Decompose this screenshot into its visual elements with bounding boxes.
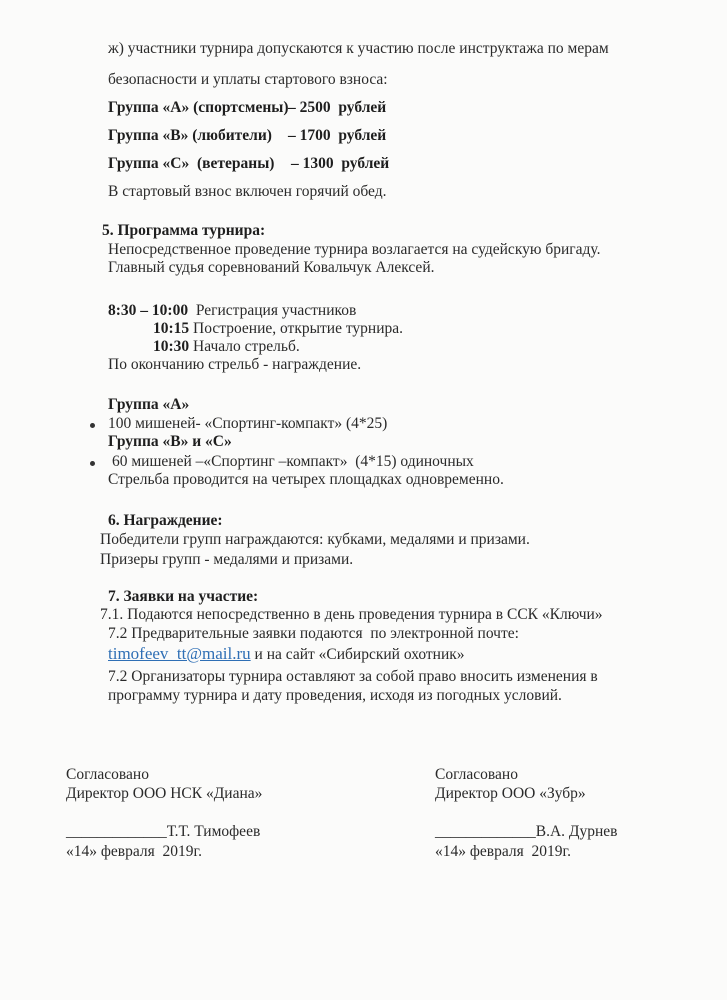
fee-group-a-label: Группа «А» (спортсмены): [108, 99, 289, 116]
fee-group-c-price: – 1300 рублей: [291, 155, 390, 172]
fee-group-a-price: – 2500 рублей: [288, 99, 387, 116]
applications-item2: 7.2 Предварительные заявки подаются по электронной почте:: [108, 625, 519, 642]
program-after: По окончанию стрельб - награждение.: [108, 356, 362, 373]
schedule-time: 8:30 – 10:00: [108, 302, 189, 319]
right-title: Директор ООО «Зубр»: [435, 785, 586, 802]
group-a-heading: Группа «А»: [108, 396, 190, 413]
applications-heading: 7. Заявки на участие:: [108, 588, 259, 605]
schedule-event: Построение, открытие турнира.: [193, 320, 404, 337]
fee-group-c-label: Группа «С» (ветераны): [108, 155, 275, 172]
right-signline: _____________В.А. Дурнев: [435, 823, 618, 840]
applications-item1: 7.1. Подаются непосредственно в день проведения турнира в ССК «Ключи»: [100, 606, 603, 623]
left-signline: _____________Т.Т. Тимофеев: [66, 823, 261, 840]
shooting-note: Стрельба проводится на четырех площадках одновременно.: [108, 471, 504, 488]
schedule-row: [153, 338, 300, 356]
group-bc-item: 60 мишеней –«Спортинг –компакт» (4*15) одиночных: [112, 453, 474, 470]
left-date: «14» февраля 2019г.: [66, 843, 202, 860]
program-line1: Непосредственное проведение турнира возлагается на судейскую бригаду.: [108, 241, 601, 258]
awards-heading: 6. Награждение:: [108, 512, 223, 529]
bullet-icon: [90, 423, 95, 428]
fees-note: В стартовый взнос включен горячий обед.: [108, 183, 387, 200]
right-date: «14» февраля 2019г.: [435, 843, 571, 860]
applications-item3-line1: 7.2 Организаторы турнира оставляют за собой право вносить изменения в: [108, 668, 598, 685]
schedule-time: 10:30: [153, 338, 190, 355]
fees-intro-line1: ж) участники турнира допускаются к участию после инструктажа по мерам: [108, 40, 609, 57]
fee-group-b-label: Группа «В» (любители): [108, 127, 272, 144]
program-heading: 5. Программа турнира:: [102, 222, 266, 239]
left-approved: Согласовано: [66, 766, 149, 783]
email-link[interactable]: timofeev_tt@mail.ru: [108, 644, 251, 663]
applications-site: и на сайт «Сибирский охотник»: [250, 646, 465, 663]
awards-line1: Победители групп награждаются: кубками, медалями и призами.: [100, 531, 530, 548]
schedule-event: Начало стрельб.: [193, 338, 300, 355]
applications-item3-line2: программу турнира и дату проведения, исходя из погодных условий.: [108, 687, 562, 704]
schedule-time: 10:15: [153, 320, 190, 337]
schedule-row: [108, 302, 356, 320]
group-bc-heading: Группа «В» и «С»: [108, 433, 232, 450]
bullet-icon: [90, 461, 95, 466]
schedule-row: [153, 320, 403, 338]
awards-line2: Призеры групп - медалями и призами.: [100, 551, 354, 568]
program-line2: Главный судья соревнований Ковальчук Алексей.: [108, 259, 435, 276]
schedule-event: Регистрация участников: [195, 302, 357, 319]
fees-intro-line2: безопасности и уплаты стартового взноса:: [108, 71, 388, 88]
fee-group-b-price: – 1700 рублей: [288, 127, 387, 144]
right-approved: Согласовано: [435, 766, 518, 783]
group-a-item: 100 мишеней- «Спортинг-компакт» (4*25): [108, 415, 388, 432]
left-title: Директор ООО НСК «Диана»: [66, 785, 263, 802]
applications-email-row: [108, 645, 465, 664]
